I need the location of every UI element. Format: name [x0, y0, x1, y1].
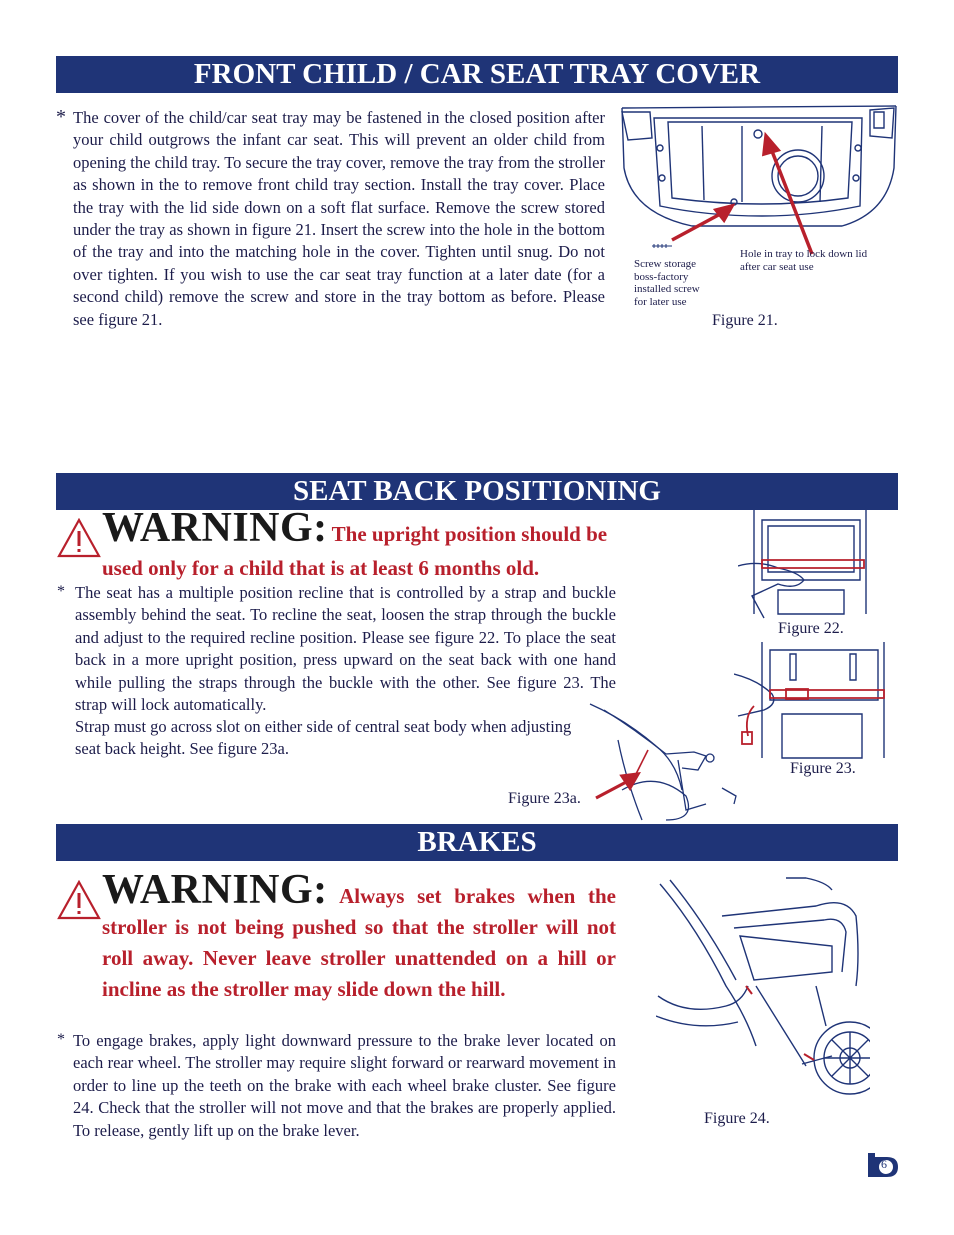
- warning-triangle-icon: [57, 518, 101, 558]
- figure-21-label-screw: Screw storage boss-factory installed screw for later use: [634, 258, 700, 308]
- figure-22-caption: Figure 22.: [778, 620, 844, 637]
- page-number: 6: [881, 1157, 887, 1171]
- section-header-seat-back: SEAT BACK POSITIONING: [56, 473, 898, 510]
- figure-21-label-hole: Hole in tray to lock down lid after car seat use: [740, 248, 868, 273]
- brakes-paragraph: To engage brakes, apply light downward pressure to the brake lever located on each rear wheel. The stroller may require slight forward or rearward movement in order to line up the teeth on the brake with each wheel brake cluster. See figure 24. Check that the stroller will not move and that the brakes are properly applied. To release, gently lift up on the brake lever.: [73, 1031, 616, 1140]
- figure-24-caption: Figure 24.: [704, 1110, 770, 1127]
- seat-back-paragraph-2: Strap must go across slot on either side of central seat body when adjusting seat back height. See figure 23a.: [75, 717, 572, 759]
- figure-23-caption: Figure 23.: [790, 760, 856, 777]
- bullet-seat-back: *: [57, 583, 65, 600]
- warning-triangle-icon-brakes: [57, 880, 101, 920]
- section-header-tray-cover: FRONT CHILD / CAR SEAT TRAY COVER: [56, 56, 898, 93]
- figure-23-drawing: [734, 640, 892, 762]
- brakes-warning: [102, 867, 617, 1006]
- warning-word-brakes: WARNING:: [102, 867, 328, 913]
- bullet-brakes: *: [57, 1031, 65, 1048]
- brakes-warning-text: Always set brakes when the stroller is not being pushed so that the stroller will not roll away. Never leave stroller unattended on a hill or incline as the stroller may slide down the hill.: [102, 884, 617, 1001]
- figure-24-drawing: [656, 876, 870, 1104]
- seat-back-paragraph: The seat has a multiple position recline that is controlled by a strap and buckle assembly behind the seat. To recline the seat, loosen the strap through the buckle and adjust to the required recline position. Please see figure 22. To place the seat back in a more upright position, press upward on the seat back with one hand while pulling the straps through the buckle with the other. See figure 23. The strap will lock automatically.: [75, 583, 616, 715]
- section-header-brakes: BRAKES: [56, 824, 898, 861]
- warning-text-line1: The upright position should be: [331, 522, 608, 546]
- page-number-badge: [868, 1153, 898, 1177]
- figure-22-drawing: [738, 510, 888, 620]
- tray-cover-paragraph: The cover of the child/car seat tray may be fastened in the closed position after your child outgrows the infant car seat. This will prevent an older child from opening the child tray. To secure the tray cover, remove the tray from the stroller as shown in the to remove front child tray section. Install the tray cover. Place the tray with the lid side down on a soft flat surface. Remove the screw stored under the tray as shown in figure 21. Insert the screw into the hole in the bottom of the tray and into the matching hole in the cover. Tighten until snug. Do not over tighten. If you wish to use the car seat tray function at a later date (for a second child) remove the screw and store in the tray bottom as before. Please see figure 21.: [73, 108, 605, 329]
- seat-back-warning: [102, 505, 622, 551]
- warning-word: WARNING:: [102, 505, 328, 551]
- figure-23a-drawing: [586, 700, 742, 822]
- figure-21-tray-drawing: [612, 98, 902, 268]
- figure-21-caption: Figure 21.: [712, 312, 778, 329]
- bullet-tray: *: [56, 106, 66, 128]
- warning-text-line2: used only for a child that is at least 6 months old.: [102, 556, 540, 580]
- figure-23a-caption: Figure 23a.: [508, 790, 581, 807]
